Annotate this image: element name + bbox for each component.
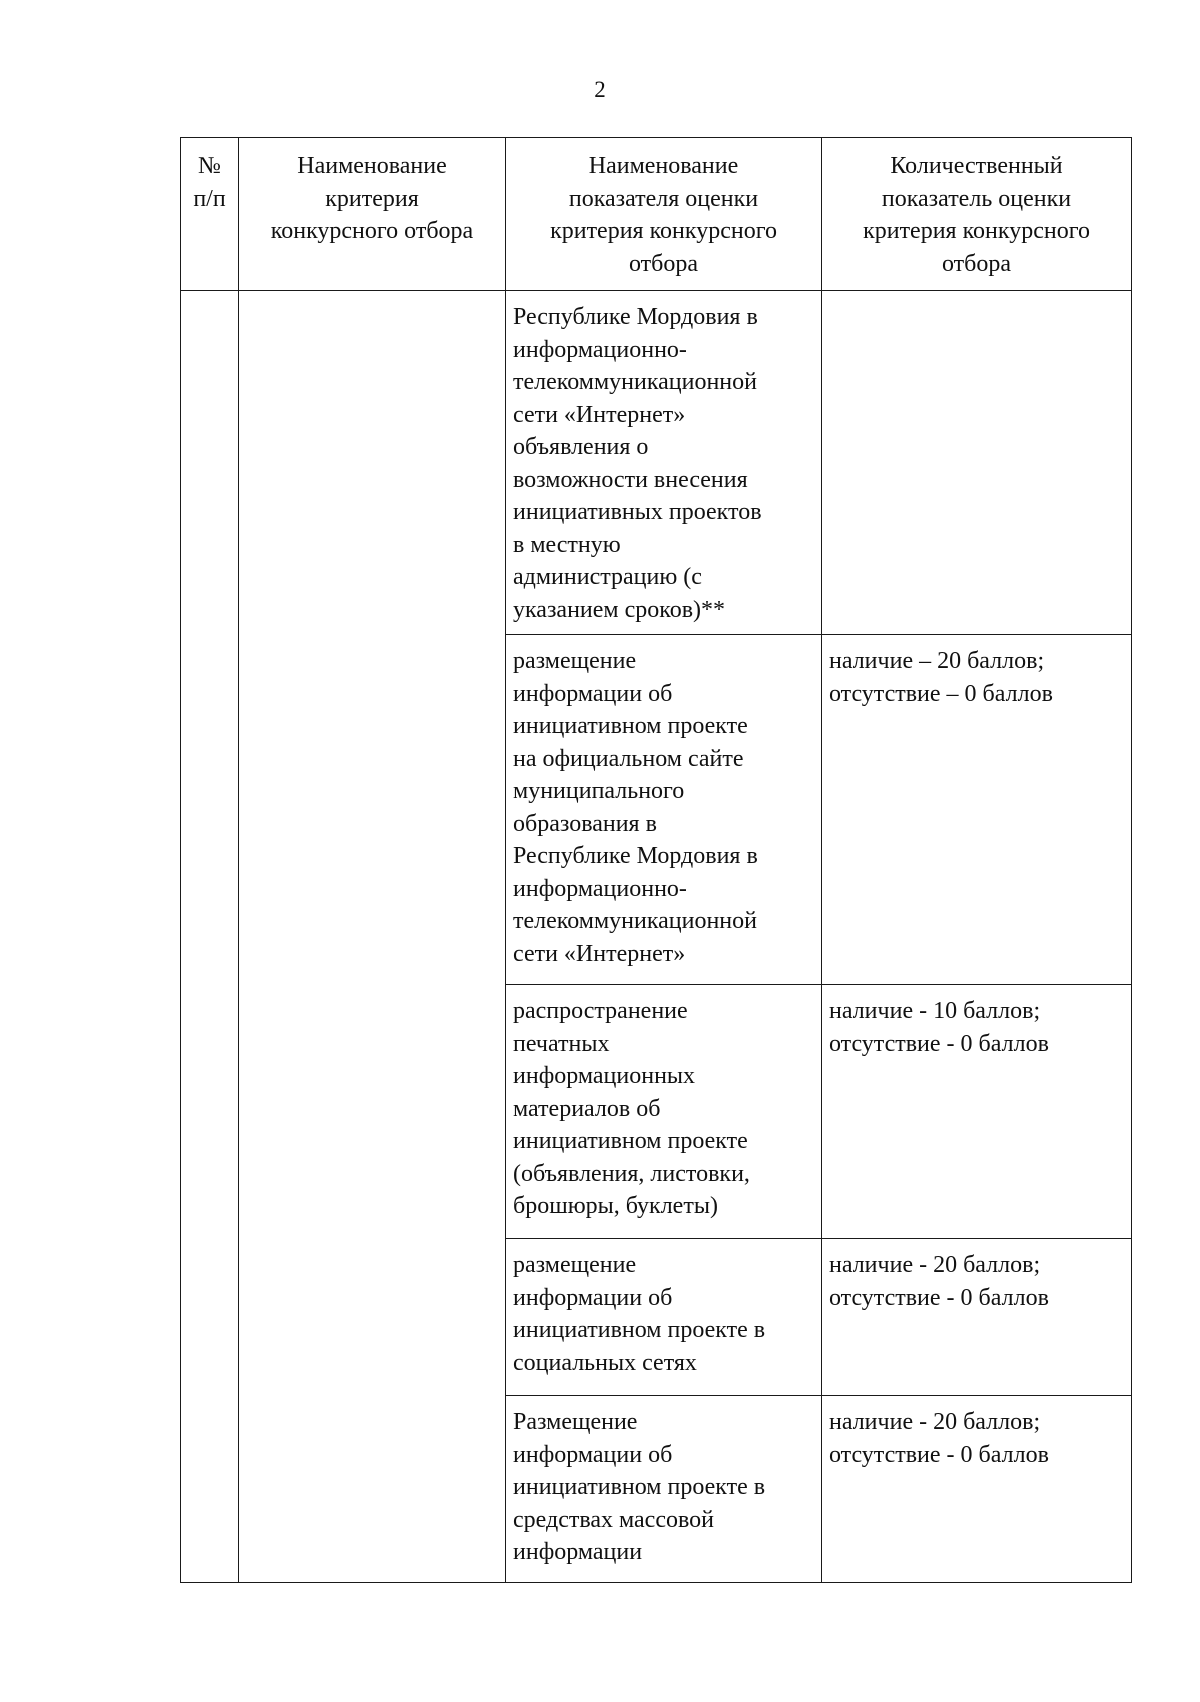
number-cell <box>181 291 239 1583</box>
quantity-cell <box>822 291 1132 635</box>
page-number: 2 <box>594 77 606 102</box>
criteria-table <box>180 137 1132 1583</box>
indicator-cell: размещение информации об инициативном проекте на официальном сайте муниципального образования в Республике Мордовия в информационно- телекоммуникационной сети «Интернет» <box>506 635 822 985</box>
indicator-cell: Размещение информации об инициативном проекте в средствах массовой информации <box>506 1396 822 1583</box>
indicator-cell: распространение печатных информационных материалов об инициативном проекте (объявления, листовки, брошюры, буклеты) <box>506 985 822 1239</box>
table-row <box>181 291 1132 635</box>
header-quantity: Количественный показатель оценки критерия конкурсного отбора <box>822 138 1132 291</box>
quantity-cell: наличие - 20 баллов; отсутствие - 0 баллов <box>822 1396 1132 1583</box>
quantity-cell: наличие - 10 баллов; отсутствие - 0 баллов <box>822 985 1132 1239</box>
table-header-row <box>181 138 1132 291</box>
header-indicator: Наименование показателя оценки критерия конкурсного отбора <box>506 138 822 291</box>
quantity-cell: наличие - 20 баллов; отсутствие - 0 баллов <box>822 1239 1132 1396</box>
criterion-cell <box>239 291 506 1583</box>
header-number: № п/п <box>181 138 239 291</box>
header-criterion: Наименование критерия конкурсного отбора <box>239 138 506 291</box>
indicator-cell: размещение информации об инициативном проекте в социальных сетях <box>506 1239 822 1396</box>
indicator-cell: Республике Мордовия в информационно- телекоммуникационной сети «Интернет» объявления о возможности внесения инициативных проектов в местную администрацию (с указанием сроков)** <box>506 291 822 635</box>
quantity-cell: наличие – 20 баллов; отсутствие – 0 баллов <box>822 635 1132 985</box>
